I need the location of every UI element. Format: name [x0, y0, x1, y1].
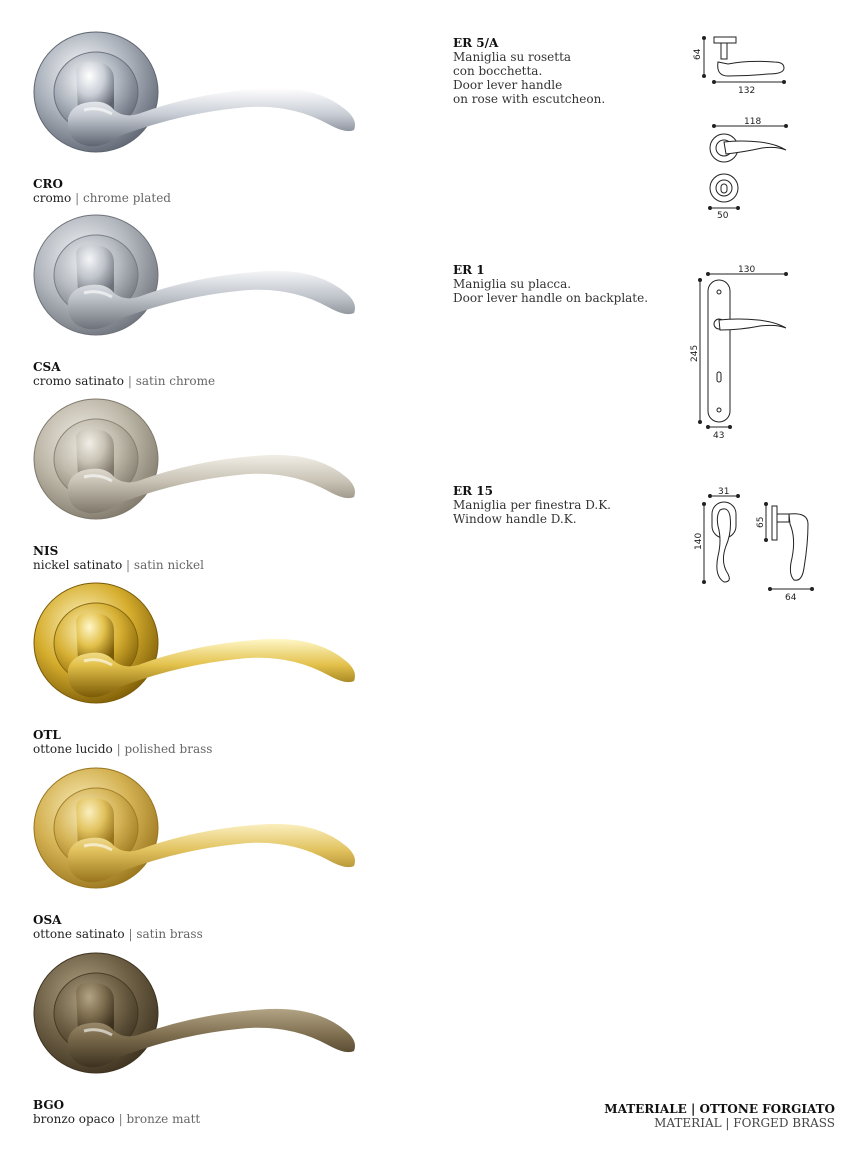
finish-item-osa — [0, 766, 400, 941]
finish-name-en: satin brass — [136, 927, 203, 941]
finish-item-cro — [0, 30, 400, 205]
model-desc-line: Maniglia su rosetta — [453, 50, 572, 64]
model-desc-line: Window handle D.K. — [453, 512, 577, 526]
finish-code: CSA — [33, 360, 61, 374]
finish-name-it: ottone lucido — [33, 742, 113, 756]
er15-height-label: 140 — [694, 532, 704, 550]
er15-length-label: 64 — [785, 593, 797, 603]
er1-plate-label: 43 — [713, 431, 725, 441]
model-code: ER 5/A — [453, 36, 499, 50]
finish-item-bgo — [0, 951, 400, 1126]
model-desc-line: Maniglia per finestra D.K. — [453, 498, 611, 512]
separator: | — [128, 927, 133, 941]
model-code: ER 15 — [453, 484, 493, 498]
finish-name-en: satin nickel — [133, 558, 204, 572]
finish-code: OTL — [33, 728, 61, 742]
model-desc-line: on rose with escutcheon. — [453, 92, 606, 106]
finish-item-otl — [0, 581, 400, 756]
finish-label — [33, 913, 203, 941]
finish-name-en: polished brass — [124, 742, 213, 756]
model-desc-line: con bocchetta. — [453, 64, 543, 78]
lever-handle-photo — [28, 766, 368, 906]
model-desc-line: Door lever handle on backplate. — [453, 291, 649, 305]
er5a-length-label: 132 — [738, 86, 756, 96]
finish-label — [33, 360, 215, 388]
separator: | — [126, 558, 131, 572]
finish-code: OSA — [33, 913, 62, 927]
finish-label — [33, 177, 171, 205]
er5a-width-label: 118 — [744, 117, 762, 127]
er1-height-label: 245 — [690, 344, 700, 362]
separator: | — [127, 374, 132, 388]
finish-label — [33, 1098, 200, 1126]
finish-name-en: chrome plated — [83, 191, 171, 205]
finish-code: BGO — [33, 1098, 65, 1112]
finish-name-it: cromo — [33, 191, 72, 205]
model-er15 — [453, 484, 611, 526]
finish-item-nis — [0, 397, 400, 572]
er5a-rose-label: 50 — [717, 211, 729, 220]
er5a-side-drawing — [688, 30, 798, 98]
material-en: MATERIAL | FORGED BRASS — [654, 1116, 835, 1130]
model-code: ER 1 — [453, 263, 485, 277]
finish-code: CRO — [33, 177, 63, 191]
lever-handle-photo — [28, 30, 368, 170]
model-er5a — [453, 36, 605, 106]
model-er1 — [453, 263, 648, 305]
finish-code: NIS — [33, 544, 59, 558]
material-note — [604, 1102, 835, 1130]
separator: | — [118, 1112, 123, 1126]
er15-width-label: 31 — [718, 487, 730, 497]
finish-name-en: bronze matt — [126, 1112, 201, 1126]
lever-handle-photo — [28, 397, 368, 537]
lever-handle-photo — [28, 213, 368, 353]
finish-name-en: satin chrome — [135, 374, 216, 388]
material-it: MATERIALE | OTTONE FORGIATO — [604, 1102, 835, 1116]
model-desc-line: Door lever handle — [453, 78, 563, 92]
finish-name-it: ottone satinato — [33, 927, 125, 941]
er1-width-label: 130 — [738, 265, 756, 275]
er15-projection-label: 65 — [756, 516, 766, 528]
separator: | — [75, 191, 80, 205]
separator: | — [116, 742, 121, 756]
er15-drawing — [690, 484, 820, 604]
er5a-height-label: 64 — [693, 48, 703, 60]
finish-label — [33, 544, 204, 572]
er1-drawing — [688, 262, 798, 442]
finish-name-it: bronzo opaco — [33, 1112, 115, 1126]
finish-name-it: nickel satinato — [33, 558, 123, 572]
lever-handle-photo — [28, 951, 368, 1091]
er5a-front-drawing — [700, 114, 800, 220]
finish-name-it: cromo satinato — [33, 374, 125, 388]
finish-item-csa — [0, 213, 400, 388]
model-desc-line: Maniglia su placca. — [453, 277, 572, 291]
finish-label — [33, 728, 212, 756]
lever-handle-photo — [28, 581, 368, 721]
